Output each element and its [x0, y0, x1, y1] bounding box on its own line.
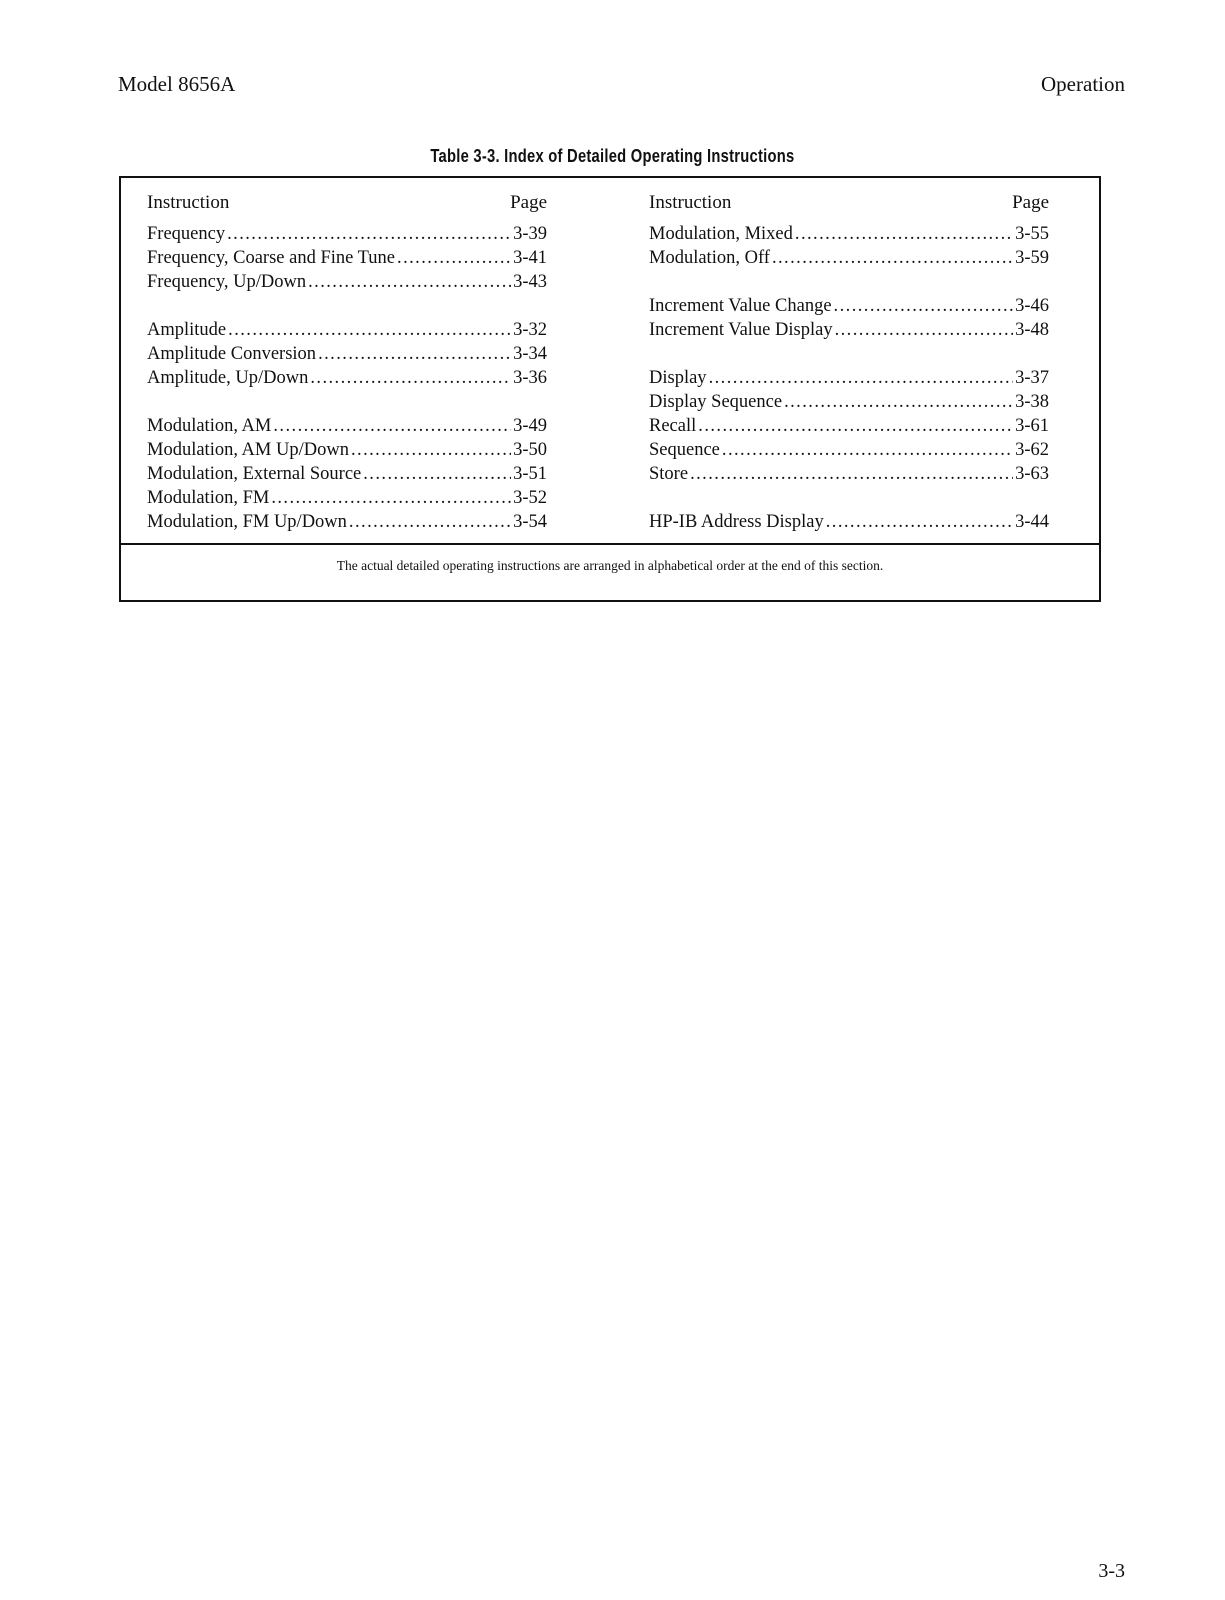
entry-page: 3-52 — [513, 488, 547, 508]
entry-page: 3-51 — [513, 464, 547, 484]
index-entry — [147, 344, 547, 368]
dot-leader — [228, 320, 511, 341]
dot-leader — [227, 224, 511, 245]
entry-label: Frequency — [147, 224, 226, 244]
index-entry — [147, 368, 547, 392]
entry-page: 3-62 — [1015, 440, 1049, 460]
entry-page: 3-49 — [513, 416, 547, 436]
entry-page: 3-43 — [513, 272, 547, 292]
entry-label: Amplitude Conversion — [147, 344, 317, 364]
entry-page: 3-50 — [513, 440, 547, 460]
index-entry — [147, 272, 547, 296]
page-number: 3-3 — [1098, 1560, 1125, 1582]
index-entry — [147, 224, 547, 248]
entry-label: Display Sequence — [649, 392, 783, 412]
page-heading: Page — [510, 192, 547, 213]
index-entry — [147, 512, 547, 536]
entry-page: 3-39 — [513, 224, 547, 244]
entry-label: Frequency, Up/Down — [147, 272, 307, 292]
entry-label: Sequence — [649, 440, 720, 460]
entry-page: 3-38 — [1015, 392, 1049, 412]
entry-label: Modulation, FM Up/Down — [147, 512, 347, 532]
entry-label: Increment Value Display — [649, 320, 833, 340]
entry-label: Display — [649, 368, 707, 388]
dot-leader — [834, 296, 1014, 317]
dot-leader — [690, 464, 1013, 485]
right-rows — [649, 224, 1049, 536]
column-header — [649, 192, 1049, 216]
header-section: Operation — [1041, 72, 1125, 96]
dot-leader — [271, 488, 511, 509]
index-entry — [649, 224, 1049, 248]
index-entry — [147, 464, 547, 488]
entry-label: Store — [649, 464, 689, 484]
entry-page: 3-61 — [1015, 416, 1049, 436]
entry-page: 3-55 — [1015, 224, 1049, 244]
page-heading: Page — [1012, 192, 1049, 213]
instruction-heading: Instruction — [147, 192, 230, 213]
entry-label: HP-IB Address Display — [649, 512, 824, 532]
entry-page: 3-36 — [513, 368, 547, 388]
entry-label: Modulation, AM — [147, 416, 272, 436]
entry-label: Amplitude — [147, 320, 227, 340]
left-rows — [147, 224, 547, 536]
entry-page: 3-59 — [1015, 248, 1049, 268]
right-column — [649, 192, 1049, 536]
dot-leader — [363, 464, 511, 485]
entry-label: Recall — [649, 416, 697, 436]
dot-leader — [795, 224, 1013, 245]
dot-leader — [397, 248, 511, 269]
dot-leader — [722, 440, 1013, 461]
entry-page: 3-41 — [513, 248, 547, 268]
left-column — [147, 192, 547, 536]
dot-leader — [349, 512, 511, 533]
column-header — [147, 192, 547, 216]
dot-leader — [310, 368, 511, 389]
index-entry — [649, 416, 1049, 440]
entry-label: Modulation, Off — [649, 248, 770, 268]
entry-label: Modulation, Mixed — [649, 224, 793, 244]
entry-label: Increment Value Change — [649, 296, 832, 316]
index-table — [119, 176, 1101, 602]
dot-leader — [784, 392, 1013, 413]
entry-page: 3-54 — [513, 512, 547, 532]
dot-leader — [318, 344, 511, 365]
index-entry — [147, 320, 547, 344]
entry-page: 3-34 — [513, 344, 547, 364]
dot-leader — [772, 248, 1013, 269]
index-entry — [649, 296, 1049, 320]
header-model: Model 8656A — [118, 72, 236, 96]
entry-label: Modulation, FM — [147, 488, 270, 508]
entry-label: Modulation, External Source — [147, 464, 362, 484]
entry-page: 3-48 — [1015, 320, 1049, 340]
entry-page: 3-44 — [1015, 512, 1049, 532]
index-entry — [147, 248, 547, 272]
index-entry — [147, 440, 547, 464]
entry-page: 3-32 — [513, 320, 547, 340]
entry-label: Frequency, Coarse and Fine Tune — [147, 248, 396, 268]
entry-page: 3-37 — [1015, 368, 1049, 388]
entry-page: 3-46 — [1015, 296, 1049, 316]
dot-leader — [826, 512, 1013, 533]
index-entry — [649, 368, 1049, 392]
index-entry — [649, 248, 1049, 272]
entry-label: Modulation, AM Up/Down — [147, 440, 349, 460]
table-footnote: The actual detailed operating instructions are arranged in alphabetical order at the end of this section. — [336, 558, 884, 573]
dot-leader — [308, 272, 511, 293]
dot-leader — [273, 416, 511, 437]
dot-leader — [351, 440, 511, 461]
index-entry — [649, 512, 1049, 536]
index-entry — [147, 416, 547, 440]
index-entry — [649, 464, 1049, 488]
table-divider — [121, 543, 1099, 545]
index-entry — [649, 320, 1049, 344]
dot-leader — [835, 320, 1014, 341]
entry-page: 3-63 — [1015, 464, 1049, 484]
instruction-heading: Instruction — [649, 192, 732, 213]
dot-leader — [709, 368, 1014, 389]
dot-leader — [698, 416, 1013, 437]
index-entry — [649, 392, 1049, 416]
index-entry — [147, 488, 547, 512]
entry-label: Amplitude, Up/Down — [147, 368, 309, 388]
table-title: Table 3-3. Index of Detailed Operating Instructions — [430, 146, 795, 166]
index-entry — [649, 440, 1049, 464]
